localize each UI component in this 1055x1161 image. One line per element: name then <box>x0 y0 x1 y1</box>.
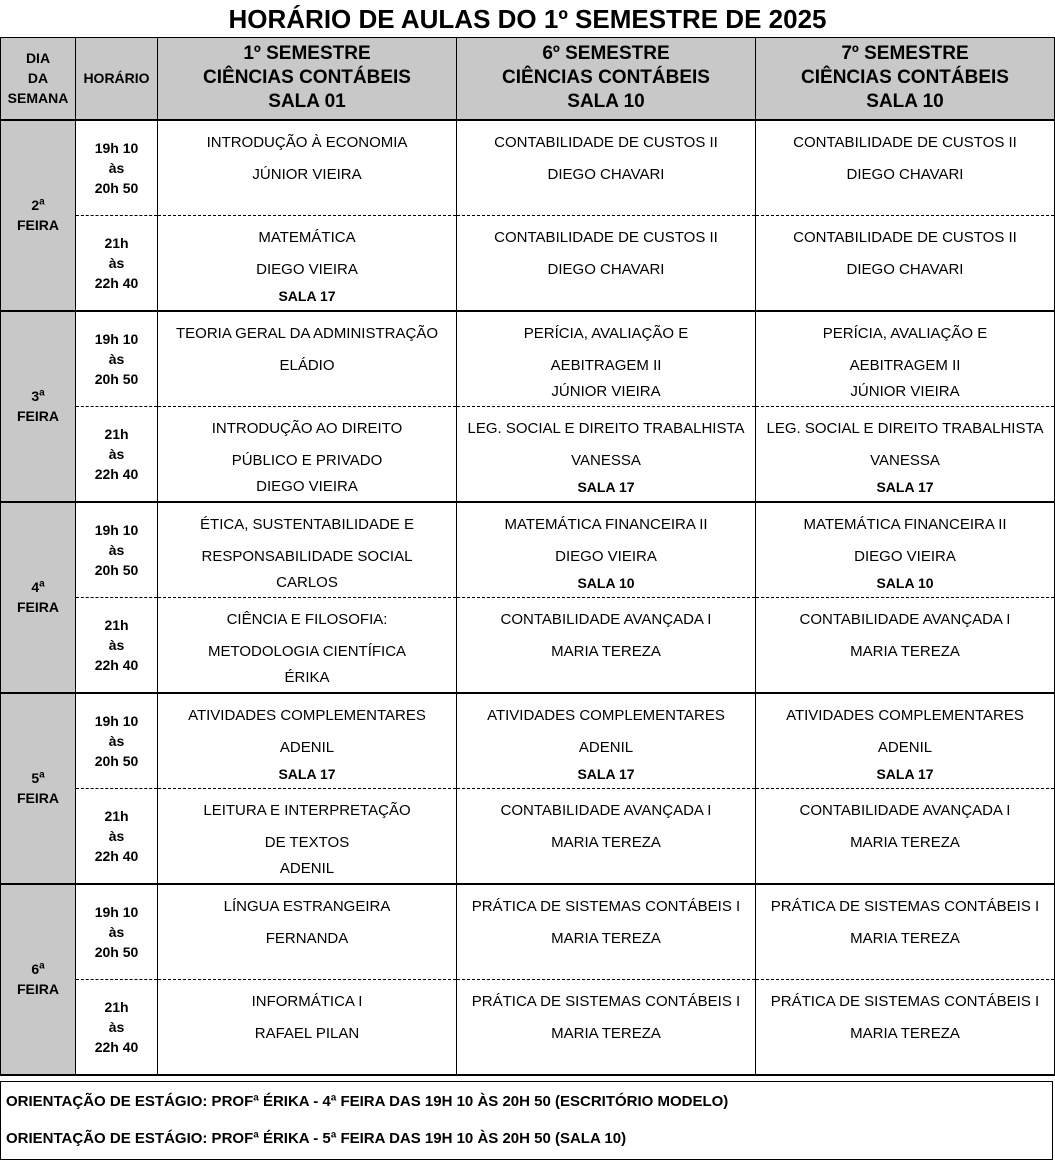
day-number: 6 <box>31 961 40 977</box>
time-cell <box>76 407 158 502</box>
subject-name: CONTABILIDADE DE CUSTOS II <box>494 133 718 151</box>
time-line: 19h 10 <box>94 521 139 538</box>
class-header-course: CIÊNCIAS CONTÁBEIS <box>801 67 1009 89</box>
table-row <box>1 789 1055 884</box>
table-row <box>1 884 1055 980</box>
subject-name: ATIVIDADES COMPLEMENTARES <box>487 706 725 724</box>
room-label: SALA 17 <box>278 765 336 782</box>
subject-name: MATEMÁTICA FINANCEIRA II <box>803 515 1007 533</box>
time-column-header: HORÁRIO <box>76 38 158 120</box>
day-header-line: SEMANA <box>7 90 69 107</box>
time-line: às <box>108 254 125 271</box>
class-detail: PÚBLICO E PRIVADO <box>231 452 383 469</box>
subject-name: CONTABILIDADE DE CUSTOS II <box>793 133 1017 151</box>
day-name <box>1 386 75 406</box>
time-line: às <box>108 732 125 749</box>
class-cell <box>158 789 457 884</box>
day-number: 4 <box>31 579 40 595</box>
class-detail: VANESSA <box>571 452 641 469</box>
day-ordinal: a <box>39 960 45 972</box>
class-cell <box>158 216 457 311</box>
day-label: FEIRA <box>17 599 59 615</box>
time-cell <box>76 980 158 1075</box>
class-detail: ADENIL <box>279 738 335 756</box>
time-line: 21h <box>104 425 129 442</box>
class-cell <box>756 311 1055 407</box>
class-header-semester: 1º SEMESTRE <box>243 43 371 65</box>
table-row <box>1 980 1055 1075</box>
subject-name: PRÁTICA DE SISTEMAS CONTÁBEIS I <box>471 897 741 915</box>
time-line: às <box>108 541 125 558</box>
class-detail: JÚNIOR VIEIRA <box>252 165 362 183</box>
time-line: 22h 40 <box>94 656 139 673</box>
time-line: 19h 10 <box>94 903 139 920</box>
class-header-room: SALA 01 <box>268 91 346 113</box>
class-detail: DIEGO VIEIRA <box>555 547 657 565</box>
subject-name: LEITURA E INTERPRETAÇÃO <box>203 802 411 819</box>
time-line: às <box>108 445 125 462</box>
class-detail: MARIA TEREZA <box>850 929 960 947</box>
time-line: 20h 50 <box>94 561 139 578</box>
day-cell <box>1 120 76 311</box>
class-cell <box>756 120 1055 216</box>
class-detail: RESPONSABILIDADE SOCIAL <box>201 547 413 565</box>
day-ordinal: a <box>39 578 45 590</box>
day-name <box>1 959 75 979</box>
time-cell <box>76 598 158 693</box>
time-cell <box>76 693 158 789</box>
subject-name: ATIVIDADES COMPLEMENTARES <box>188 706 426 724</box>
subject-name: CONTABILIDADE DE CUSTOS II <box>793 229 1017 246</box>
class-detail: ADENIL <box>578 738 634 756</box>
class-header-course: CIÊNCIAS CONTÁBEIS <box>203 67 411 89</box>
class-cell <box>457 502 756 598</box>
day-cell <box>1 693 76 884</box>
class-cell <box>457 884 756 980</box>
table-row <box>1 502 1055 598</box>
time-line: 21h <box>104 616 129 633</box>
time-line: 20h 50 <box>94 179 139 196</box>
class-cell <box>158 598 457 693</box>
subject-name: TEORIA GERAL DA ADMINISTRAÇÃO <box>175 324 438 342</box>
time-cell <box>76 311 158 407</box>
class-detail: VANESSA <box>870 452 940 469</box>
class-cell <box>158 120 457 216</box>
subject-name: LEG. SOCIAL E DIREITO TRABALHISTA <box>467 420 745 437</box>
class-cell <box>756 789 1055 884</box>
day-ordinal: a <box>39 196 45 208</box>
class-detail: DIEGO CHAVARI <box>547 261 665 278</box>
class-header-1 <box>158 38 457 120</box>
class-detail: RAFAEL PILAN <box>254 1025 360 1042</box>
time-cell <box>76 502 158 598</box>
class-detail: ELÁDIO <box>279 356 335 374</box>
day-cell <box>1 502 76 693</box>
time-line: 19h 10 <box>94 139 139 156</box>
subject-name: PRÁTICA DE SISTEMAS CONTÁBEIS I <box>770 993 1040 1010</box>
class-detail: DIEGO VIEIRA <box>854 547 956 565</box>
class-detail: ADENIL <box>877 738 933 756</box>
class-header-3 <box>756 38 1055 120</box>
class-header-room: SALA 10 <box>866 91 944 113</box>
time-line: 22h 40 <box>94 274 139 291</box>
class-cell <box>457 120 756 216</box>
time-cell <box>76 789 158 884</box>
time-line: 19h 10 <box>94 330 139 347</box>
class-detail: MARIA TEREZA <box>551 643 661 660</box>
class-cell <box>457 311 756 407</box>
time-line: 22h 40 <box>94 1038 139 1055</box>
class-header-course: CIÊNCIAS CONTÁBEIS <box>502 67 710 89</box>
subject-name: LEG. SOCIAL E DIREITO TRABALHISTA <box>766 420 1044 437</box>
class-cell <box>756 598 1055 693</box>
time-cell <box>76 216 158 311</box>
class-detail: ADENIL <box>279 860 335 877</box>
time-line: 22h 40 <box>94 847 139 864</box>
time-line: 21h <box>104 234 129 251</box>
time-line: 20h 50 <box>94 752 139 769</box>
time-line: às <box>108 1018 125 1035</box>
class-detail: DIEGO VIEIRA <box>256 261 358 278</box>
class-detail: FERNANDA <box>265 929 349 947</box>
class-header-semester: 7º SEMESTRE <box>841 43 969 65</box>
class-cell <box>457 693 756 789</box>
day-label: FEIRA <box>17 408 59 424</box>
class-cell <box>158 311 457 407</box>
day-label: FEIRA <box>17 790 59 806</box>
day-cell <box>1 311 76 502</box>
page-title: HORÁRIO DE AULAS DO 1º SEMESTRE DE 2025 <box>228 4 827 34</box>
day-label: FEIRA <box>17 217 59 233</box>
class-detail: METODOLOGIA CIENTÍFICA <box>207 643 407 660</box>
class-header-semester: 6º SEMESTRE <box>542 43 670 65</box>
subject-name: CONTABILIDADE AVANÇADA I <box>799 802 1011 819</box>
room-label: SALA 10 <box>577 574 635 591</box>
subject-name: MATEMÁTICA FINANCEIRA II <box>504 515 708 533</box>
class-cell <box>756 407 1055 502</box>
class-cell <box>457 598 756 693</box>
class-cell <box>457 789 756 884</box>
day-header-line: DA <box>27 70 49 87</box>
time-line: 20h 50 <box>94 370 139 387</box>
class-detail: ÉRIKA <box>284 669 330 686</box>
room-label: SALA 17 <box>577 479 635 495</box>
class-detail: CARLOS <box>276 573 338 591</box>
class-detail: JÚNIOR VIEIRA <box>551 382 661 400</box>
schedule-body <box>1 120 1055 1075</box>
subject-name: MATEMÁTICA <box>258 229 356 246</box>
time-line: às <box>108 350 125 367</box>
day-ordinal: a <box>39 769 45 781</box>
subject-name: INTRODUÇÃO À ECONOMIA <box>206 133 408 151</box>
class-detail: MARIA TEREZA <box>850 834 960 851</box>
table-row <box>1 407 1055 502</box>
class-cell <box>457 980 756 1075</box>
class-detail: MARIA TEREZA <box>850 1025 960 1042</box>
footer-note-2: ORIENTAÇÃO DE ESTÁGIO: PROFª ÉRIKA - 5ª FEIRA DAS 19H 10 ÀS 20H 50 (SALA 10) <box>0 1120 1053 1160</box>
time-line: às <box>108 636 125 653</box>
subject-name: LÍNGUA ESTRANGEIRA <box>223 897 391 915</box>
schedule-table <box>0 37 1055 1076</box>
class-cell <box>158 502 457 598</box>
subject-name: CIÊNCIA E FILOSOFIA: <box>226 611 388 628</box>
table-row <box>1 693 1055 789</box>
subject-name: CONTABILIDADE AVANÇADA I <box>500 802 712 819</box>
table-row <box>1 598 1055 693</box>
class-cell <box>457 407 756 502</box>
class-detail: DE TEXTOS <box>264 834 350 851</box>
time-line: 22h 40 <box>94 465 139 482</box>
class-detail: AEBITRAGEM II <box>550 356 662 374</box>
class-cell <box>756 980 1055 1075</box>
time-line: 21h <box>104 998 129 1015</box>
day-ordinal: a <box>39 387 45 399</box>
class-cell <box>158 693 457 789</box>
day-label: FEIRA <box>17 981 59 997</box>
time-line: 19h 10 <box>94 712 139 729</box>
time-line: às <box>108 827 125 844</box>
table-row <box>1 311 1055 407</box>
day-number: 5 <box>31 770 40 786</box>
day-header-line: DIA <box>25 50 51 67</box>
day-cell <box>1 884 76 1075</box>
subject-name: ATIVIDADES COMPLEMENTARES <box>786 706 1024 724</box>
subject-name: INTRODUÇÃO AO DIREITO <box>211 420 403 437</box>
class-detail: JÚNIOR VIEIRA <box>850 382 960 400</box>
day-name <box>1 577 75 597</box>
subject-name: PERÍCIA, AVALIAÇÃO E <box>822 324 988 342</box>
room-label: SALA 17 <box>577 765 635 782</box>
time-cell <box>76 120 158 216</box>
time-line: às <box>108 923 125 940</box>
day-number: 3 <box>31 388 40 404</box>
class-detail: DIEGO CHAVARI <box>846 261 964 278</box>
class-cell <box>158 407 457 502</box>
class-detail: DIEGO CHAVARI <box>846 165 964 183</box>
subject-name: ÉTICA, SUSTENTABILIDADE E <box>200 515 414 533</box>
room-label: SALA 10 <box>876 574 934 591</box>
class-header-2 <box>457 38 756 120</box>
time-line: 21h <box>104 807 129 824</box>
class-cell <box>158 980 457 1075</box>
table-row <box>1 120 1055 216</box>
class-cell <box>457 216 756 311</box>
day-column-header <box>1 38 76 120</box>
subject-name: CONTABILIDADE DE CUSTOS II <box>494 229 718 246</box>
room-label: SALA 17 <box>876 479 934 495</box>
subject-name: CONTABILIDADE AVANÇADA I <box>500 611 712 628</box>
subject-name: CONTABILIDADE AVANÇADA I <box>799 611 1011 628</box>
class-detail: MARIA TEREZA <box>551 834 661 851</box>
class-detail: MARIA TEREZA <box>551 929 661 947</box>
subject-name: PRÁTICA DE SISTEMAS CONTÁBEIS I <box>770 897 1040 915</box>
time-line: 20h 50 <box>94 943 139 960</box>
class-header-room: SALA 10 <box>567 91 645 113</box>
class-cell <box>158 884 457 980</box>
subject-name: PERÍCIA, AVALIAÇÃO E <box>523 324 689 342</box>
day-name <box>1 195 75 215</box>
subject-name: INFORMÁTICA I <box>251 993 363 1010</box>
time-cell <box>76 884 158 980</box>
room-label: SALA 17 <box>876 765 934 782</box>
day-name <box>1 768 75 788</box>
class-cell <box>756 216 1055 311</box>
class-detail: DIEGO VIEIRA <box>256 478 358 495</box>
class-cell <box>756 502 1055 598</box>
time-line: às <box>108 159 125 176</box>
table-row <box>1 216 1055 311</box>
subject-name: PRÁTICA DE SISTEMAS CONTÁBEIS I <box>471 993 741 1010</box>
class-detail: MARIA TEREZA <box>551 1025 661 1042</box>
room-label: SALA 17 <box>278 288 336 304</box>
day-number: 2 <box>31 197 40 213</box>
footer-note-1: ORIENTAÇÃO DE ESTÁGIO: PROFª ÉRIKA - 4ª FEIRA DAS 19H 10 ÀS 20H 50 (ESCRITÓRIO MODELO) <box>0 1081 1053 1120</box>
class-detail: DIEGO CHAVARI <box>547 165 665 183</box>
class-cell <box>756 884 1055 980</box>
class-detail: AEBITRAGEM II <box>849 356 961 374</box>
class-detail: MARIA TEREZA <box>850 643 960 660</box>
class-cell <box>756 693 1055 789</box>
